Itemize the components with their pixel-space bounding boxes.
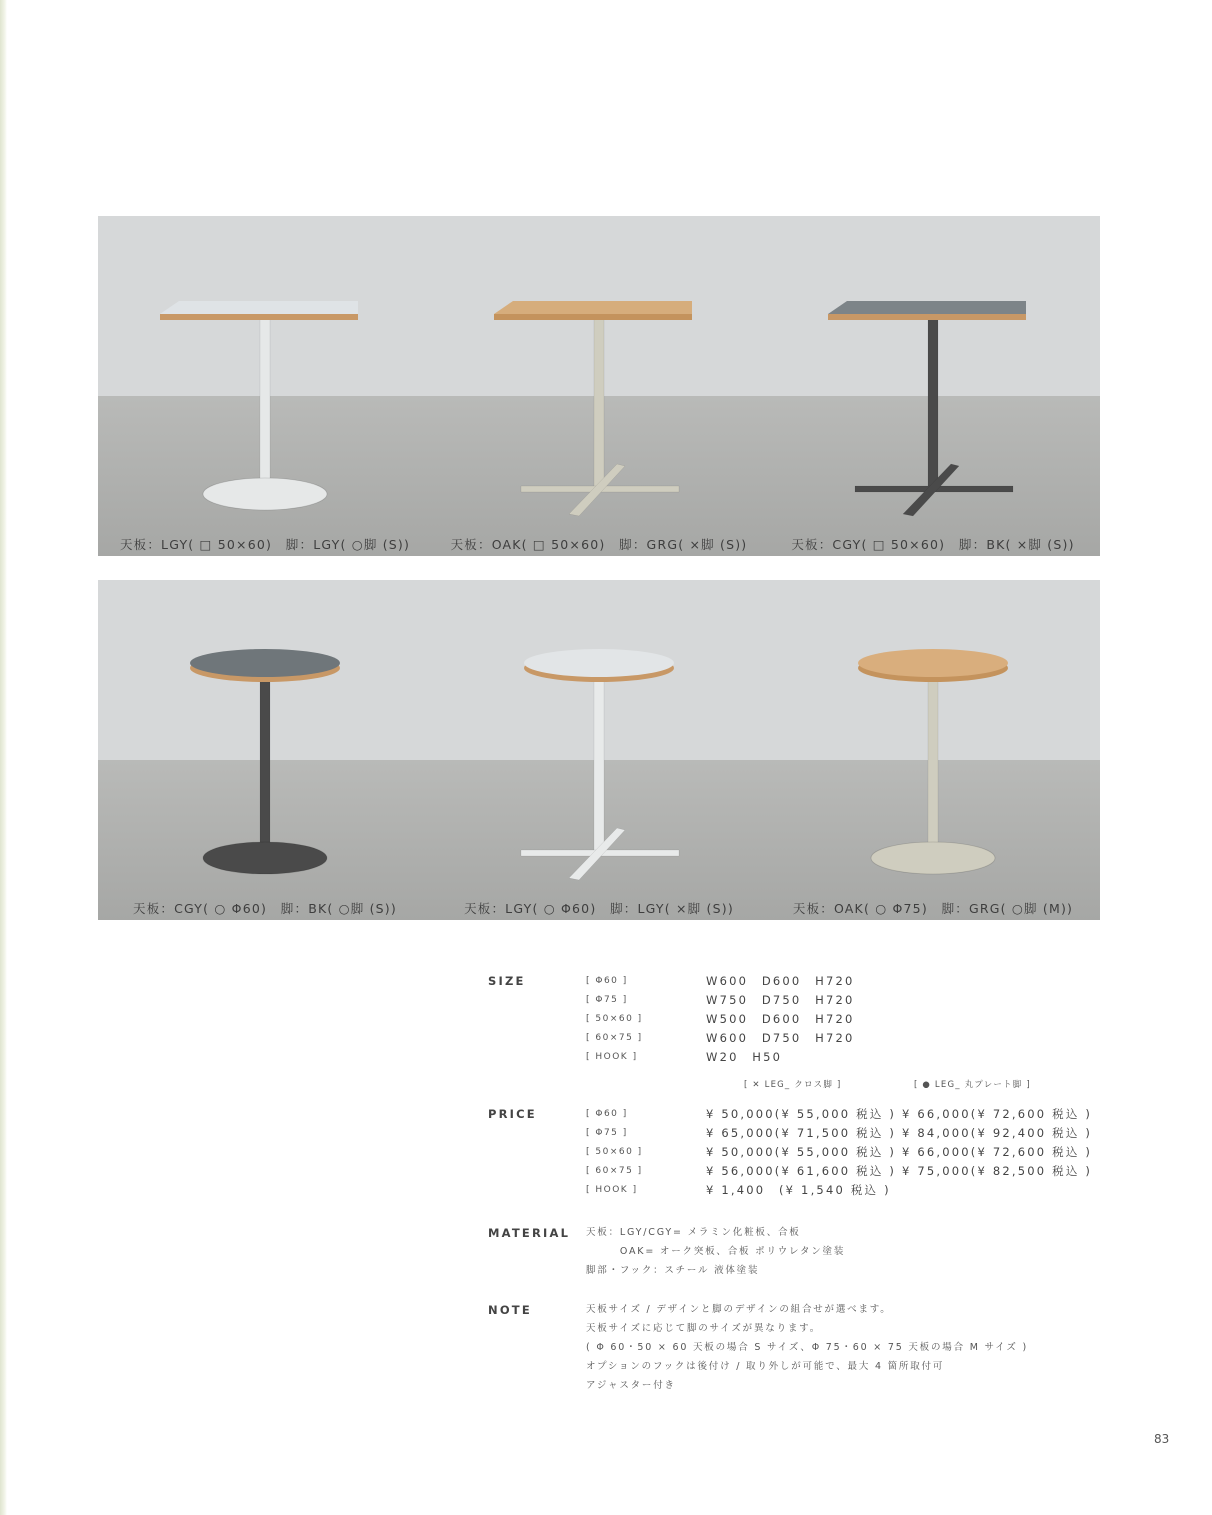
table-image: [766, 216, 1100, 556]
price-cross: ¥ 1,400 (¥ 1,540 税込 ): [706, 1183, 891, 1197]
size-tag: [ 50×60 ]: [586, 1014, 643, 1024]
tabletop-edge: [828, 314, 1026, 320]
table-image: [766, 580, 1100, 920]
product-photo: [766, 216, 1100, 556]
note-line: 天板サイズに応じて脚のサイズが異なります。: [586, 1323, 822, 1334]
photo-caption: 天板：CGY( ○ Φ60) 脚：BK( ○脚 (S)): [133, 901, 397, 916]
table-leg: [928, 318, 938, 488]
table-image: [432, 580, 766, 920]
price-plate: ¥ 75,000(¥ 82,500 税込 ): [902, 1164, 1093, 1178]
table-leg: [928, 668, 938, 852]
photo-caption: 天板：OAK( □ 50×60) 脚：GRG( ×脚 (S)): [450, 537, 748, 552]
tabletop: [160, 301, 358, 314]
tabletop: [858, 649, 1008, 677]
photo-caption: 天板：CGY( □ 50×60) 脚：BK( ×脚 (S)): [791, 537, 1075, 552]
tabletop-edge: [160, 314, 358, 320]
product-photo: [98, 216, 432, 556]
size-tag: [ HOOK ]: [586, 1052, 638, 1062]
price-label: PRICE: [488, 1107, 537, 1121]
price-col-cross: [ ✕ LEG_ クロス脚 ]: [744, 1080, 842, 1090]
size-tag: [ 60×75 ]: [586, 1033, 643, 1043]
price-tag: [ Φ75 ]: [586, 1128, 628, 1138]
note-label: NOTE: [488, 1303, 532, 1317]
product-photo: [432, 580, 766, 920]
tabletop: [828, 301, 1026, 314]
tabletop: [190, 649, 340, 677]
price-plate: ¥ 66,000(¥ 72,600 税込 ): [902, 1107, 1093, 1121]
price-tag: [ 50×60 ]: [586, 1147, 643, 1157]
page-number: 83: [1154, 1432, 1170, 1446]
photo-row-2: [98, 580, 1100, 920]
price-tag: [ HOOK ]: [586, 1185, 638, 1195]
product-photo: [766, 580, 1100, 920]
material-label: MATERIAL: [488, 1226, 571, 1240]
round-base: [203, 478, 327, 510]
size-value: W750 D750 H720: [706, 993, 855, 1007]
note-line: アジャスター付き: [586, 1380, 676, 1391]
table-leg: [260, 668, 270, 852]
page-spine: [0, 0, 7, 1515]
price-plate: ¥ 84,000(¥ 92,400 税込 ): [902, 1126, 1093, 1140]
tabletop: [494, 301, 692, 314]
note-line: オプションのフックは後付け / 取り外しが可能で、最大 4 箇所取付可: [586, 1361, 945, 1372]
size-value: W500 D600 H720: [706, 1012, 855, 1026]
price-cross: ¥ 65,000(¥ 71,500 税込 ): [706, 1126, 897, 1140]
table-image: [98, 216, 432, 556]
photo-caption: 天板：LGY( □ 50×60) 脚：LGY( ○脚 (S)): [119, 537, 411, 552]
table-image: [432, 216, 766, 556]
size-value: W600 D750 H720: [706, 1031, 855, 1045]
size-tag: [ Φ60 ]: [586, 976, 628, 986]
note-line: 天板サイズ / デザインと脚のデザインの組合せが選べます。: [586, 1304, 892, 1315]
size-value: W600 D600 H720: [706, 974, 855, 988]
table-leg: [594, 318, 604, 488]
price-cross: ¥ 50,000(¥ 55,000 税込 ): [706, 1107, 897, 1121]
tabletop-edge: [494, 314, 692, 320]
round-base: [203, 842, 327, 874]
photo-row-1: [98, 216, 1100, 556]
size-label: SIZE: [488, 974, 526, 988]
photo-caption: 天板：LGY( ○ Φ60) 脚：LGY( ×脚 (S)): [464, 901, 734, 916]
size-tag: [ Φ75 ]: [586, 995, 628, 1005]
price-col-plate: [ ● LEG_ 丸プレート脚 ]: [914, 1080, 1031, 1090]
note-line: ( Φ 60・50 × 60 天板の場合 S サイズ、Φ 75・60 × 75 天板の場合 M サイズ ): [586, 1342, 1028, 1353]
price-cross: ¥ 50,000(¥ 55,000 税込 ): [706, 1145, 897, 1159]
material-line: 脚部・フック：スチール 液体塗装: [586, 1265, 760, 1276]
price-plate: ¥ 66,000(¥ 72,600 税込 ): [902, 1145, 1093, 1159]
product-photo: [432, 216, 766, 556]
table-leg: [594, 668, 604, 852]
table-image: [98, 580, 432, 920]
price-tag: [ 60×75 ]: [586, 1166, 643, 1176]
material-line: 天板：LGY/CGY= メラミン化粧板、合板: [586, 1227, 801, 1238]
price-tag: [ Φ60 ]: [586, 1109, 628, 1119]
price-cross: ¥ 56,000(¥ 61,600 税込 ): [706, 1164, 897, 1178]
round-base: [871, 842, 995, 874]
tabletop: [524, 649, 674, 677]
photo-caption: 天板：OAK( ○ Φ75) 脚：GRG( ○脚 (M)): [792, 901, 1074, 916]
product-photo: [98, 580, 432, 920]
material-line: OAK= オーク突板、合板 ポリウレタン塗装: [586, 1246, 846, 1257]
size-value: W20 H50: [706, 1050, 783, 1064]
table-leg: [260, 318, 270, 488]
